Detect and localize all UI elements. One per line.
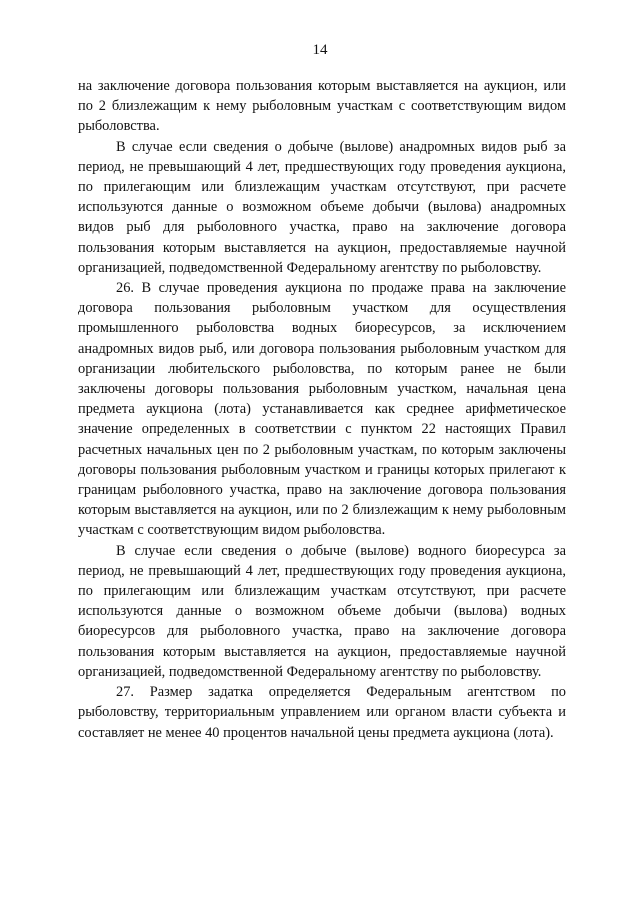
paragraph-anadromous-fish: В случае если сведения о добыче (вылове) анадромных видов рыб за период, не превышающий 4 лет, предшествующих году проведения аукциона, по прилегающим или близлежащим участкам отсутствуют, при расчете используются данные о возможном объеме добычи (вылова) анадромных видов рыб для рыболовного участка, право на заключение договора пользования которым выставляется на аукцион, предоставляемые научной организацией, подведомственной Федеральному агентству по рыболовству. bbox=[78, 138, 566, 276]
paragraph-aquatic-bioresource: В случае если сведения о добыче (вылове) водного биоресурса за период, не превышающий 4 лет, предшествующих году проведения аукциона, по прилегающим или близлежащим участкам отсутствуют, при расчете используются данные о возможном объеме добычи (вылова) водных биоресурсов для рыболовного участка, право на заключение договора пользования которым выставляется на аукцион, предоставляемые научной организацией, подведомственной Федеральному агентству по рыболовству. bbox=[78, 542, 566, 680]
paragraph-continuation: на заключение договора пользования которым выставляется на аукцион, или по 2 близлежащим к нему рыболовным участкам с соответствующим видом рыболовства. bbox=[78, 78, 566, 135]
document-body bbox=[78, 76, 566, 743]
paragraph-clause-26: 26. В случае проведения аукциона по продаже права на заключение договора пользования рыболовным участком для осуществления промышленного рыболовства водных биоресурсов, за исключением анадромных видов рыб, или договора пользования рыболовным участком для организации любительского рыболовства, по которым ранее не были заключены договоры пользования рыболовным участком, начальная цена предмета аукциона (лота) устанавливается как среднее арифметическое значение определенных в соответствии с пунктом 22 настоящих Правил расчетных начальных цен по 2 рыболовным участкам, по которым заключены договоры пользования рыболовным участком и границы которых прилегают к границам рыболовного участка, право на заключение договора пользования которым выставляется на аукцион, или по 2 близлежащим к нему рыболовным участкам с соответствующим видом рыболовства. bbox=[78, 280, 566, 539]
page-number: 14 bbox=[312, 42, 328, 58]
paragraph-clause-27: 27. Размер задатка определяется Федеральным агентством по рыболовству, территориальным управлением или органом власти субъекта и составляет не менее 40 процентов начальной цены предмета аукциона (лота). bbox=[78, 684, 566, 741]
